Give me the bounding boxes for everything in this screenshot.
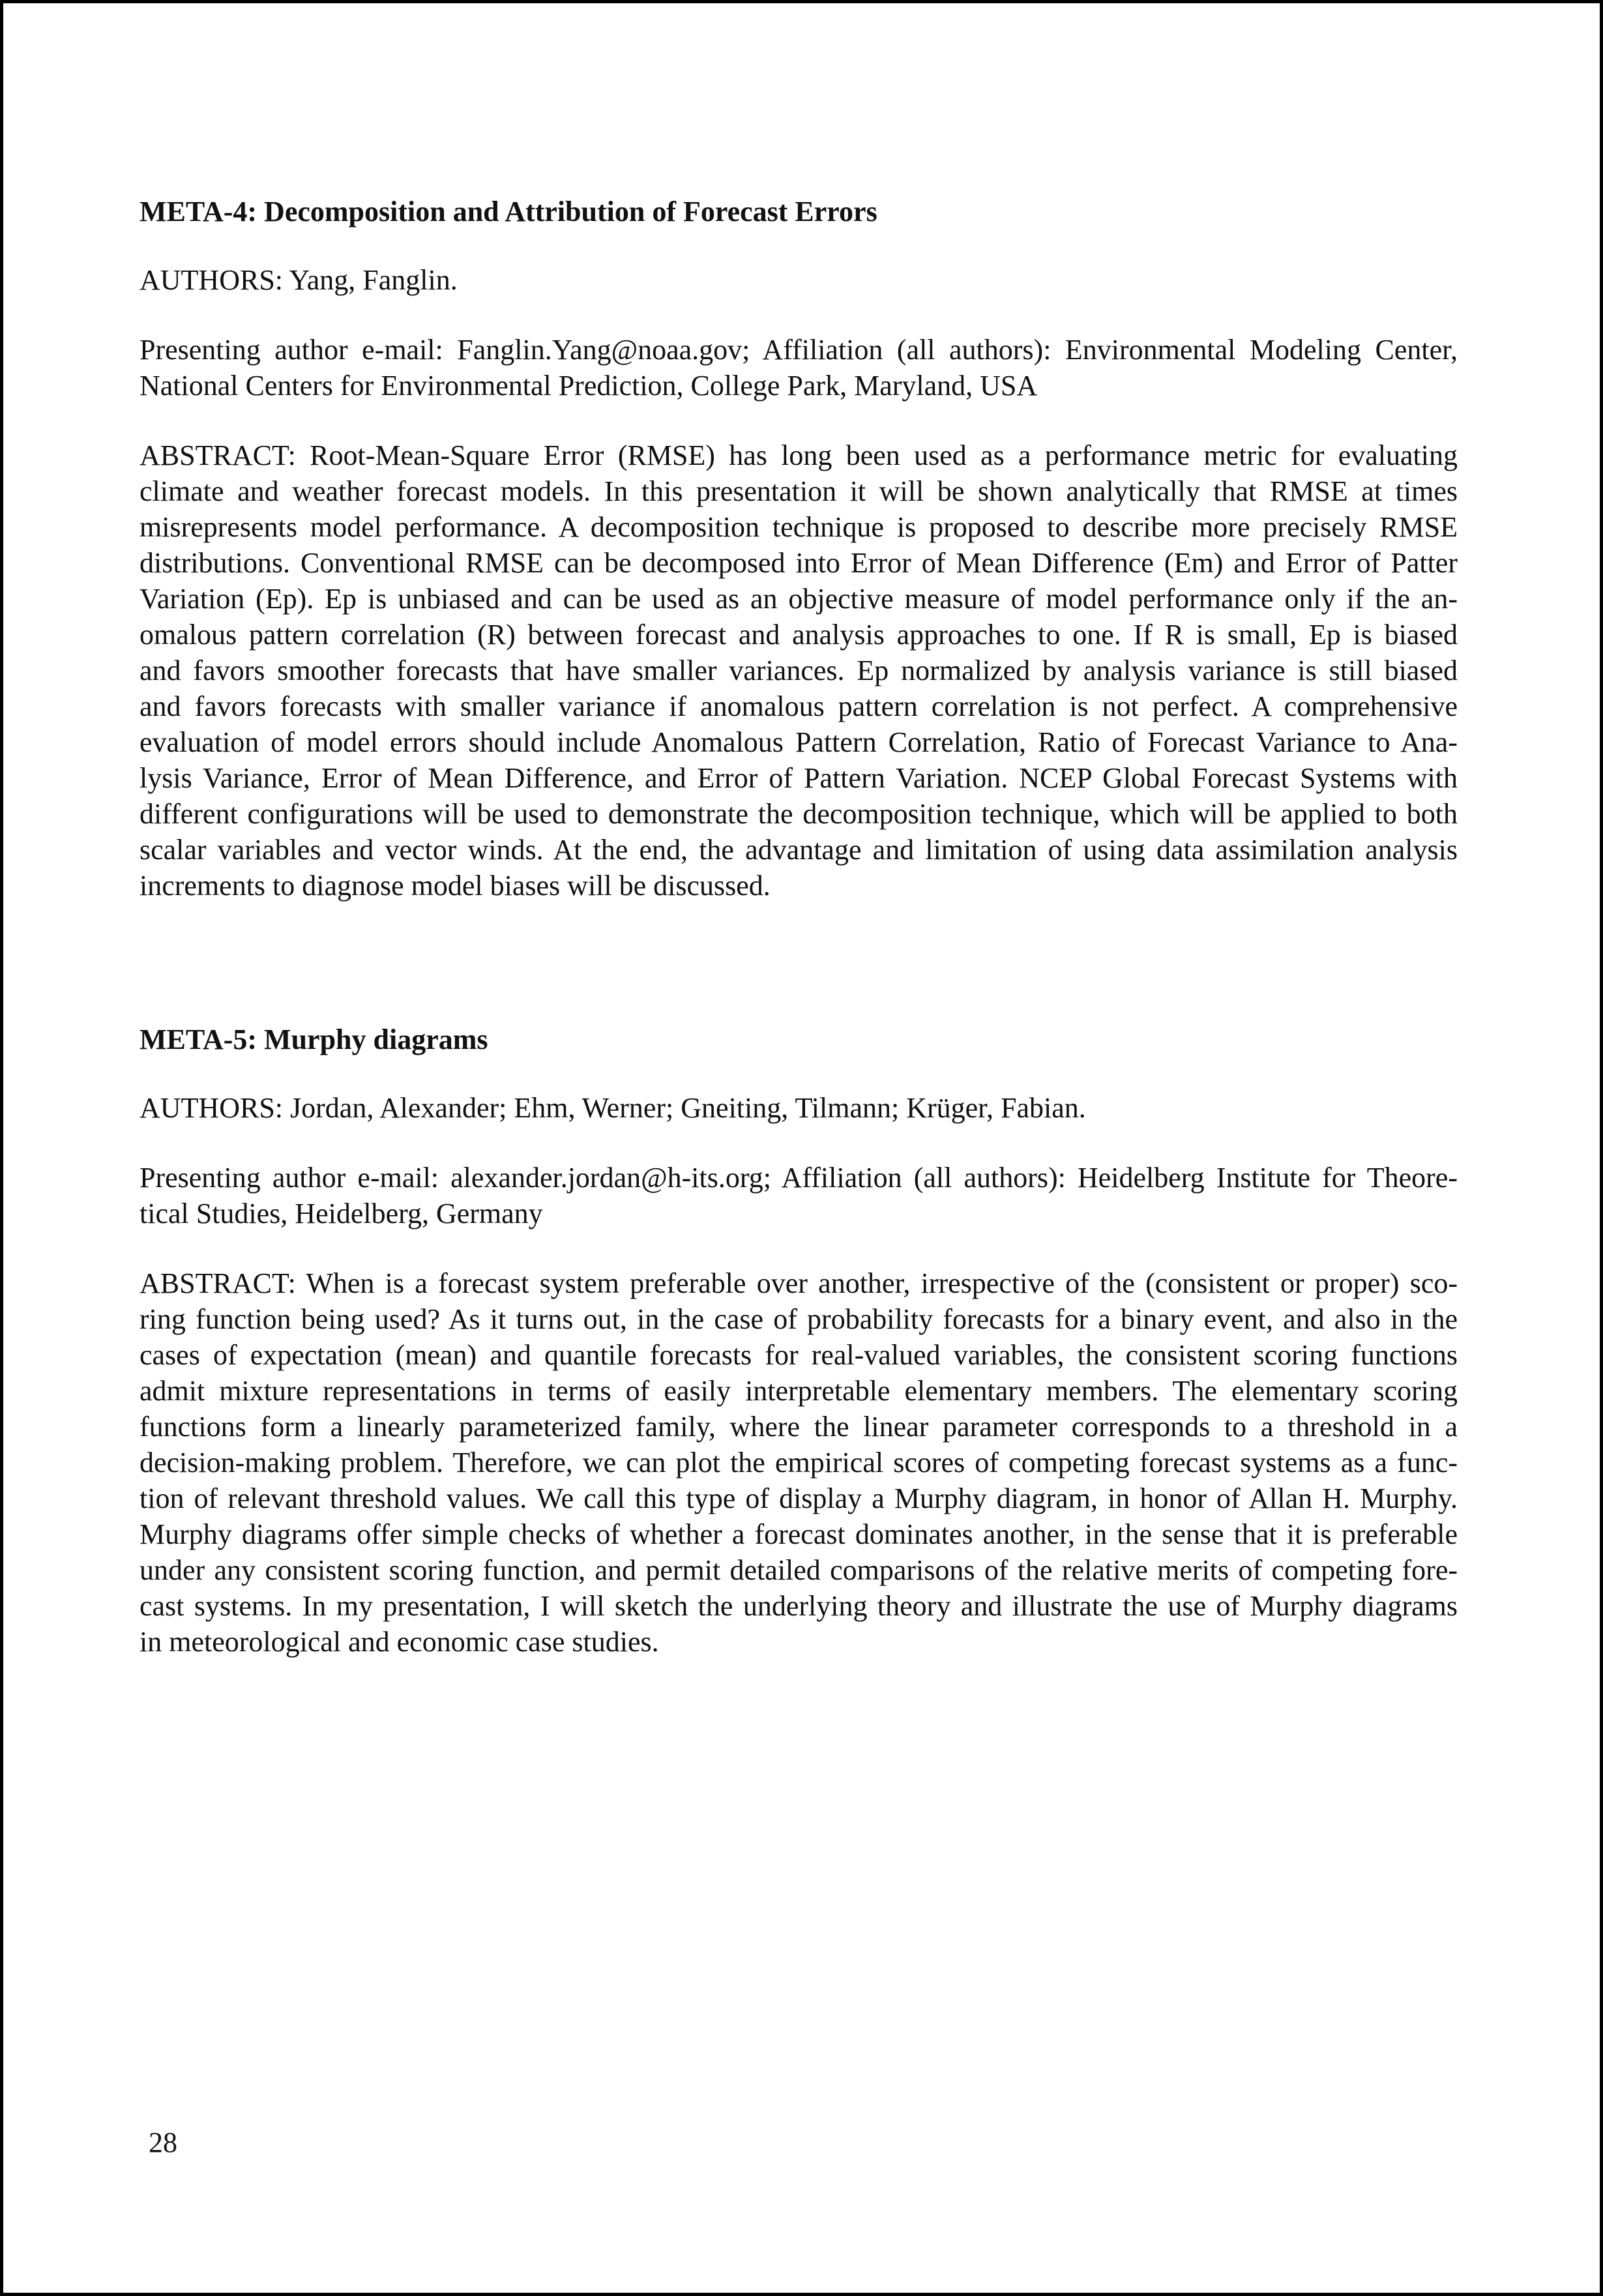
abstract-line: functions form a linearly parameterized family, where the linear parameter corresponds to a threshold in a [140,1411,1458,1443]
presenting-line: Presenting author e-mail: alexander.jordan@h-its.org; Affiliation (all authors): Heidelberg Institute for Theore- [140,1162,1458,1194]
page-content [140,193,1458,1658]
abstract-line: misrepresents model performance. A decomposition technique is proposed to describe more precisely RMSE [140,511,1458,543]
abstract-line: Variation (Ep). Ep is unbiased and can be used as an objective measure of model performance only if the an- [140,583,1458,615]
presenting-line: National Centers for Environmental Prediction, College Park, Maryland, USA [140,370,1038,402]
presenting-author-info [140,1160,1458,1231]
section-title: META-4: Decomposition and Attribution of Forecast Errors [140,196,877,228]
abstract-line: scalar variables and vector winds. At the end, the advantage and limitation of using data assimilation analysis [140,834,1458,866]
abstract-line: and favors smoother forecasts that have smaller variances. Ep normalized by analysis variance is still biased [140,655,1458,686]
abstract-text [140,437,1458,904]
authors-line: AUTHORS: Jordan, Alexander; Ehm, Werner; Gneiting, Tilmann; Krüger, Fabian. [140,1092,1086,1124]
abstract-line: omalous pattern correlation (R) between forecast and analysis approaches to one. If R is small, Ep is biased [140,619,1458,651]
abstract-line: increments to diagnose model biases will be discussed. [140,870,771,902]
abstract-line: cases of expectation (mean) and quantile forecasts for real-valued variables, the consistent scoring functions [140,1339,1458,1371]
abstract-line: admit mixture representations in terms of easily interpretable elementary members. The elementary scoring [140,1375,1458,1407]
abstract-line: in meteorological and economic case studies. [140,1626,659,1658]
authors-line: AUTHORS: Yang, Fanglin. [140,264,458,296]
abstract-section-meta-5 [140,1021,1458,1660]
abstract-line: different configurations will be used to demonstrate the decomposition technique, which will be applied to both [140,798,1458,830]
abstract-line: tion of relevant threshold values. We call this type of display a Murphy diagram, in honor of Allan H. Murphy. [140,1482,1458,1514]
abstract-line: distributions. Conventional RMSE can be decomposed into Error of Mean Difference (Em) and Error of Patter [140,547,1458,579]
abstract-line: cast systems. In my presentation, I will sketch the underlying theory and illustrate the use of Murphy diagrams [140,1590,1458,1622]
abstract-line: Murphy diagrams offer simple checks of whether a forecast dominates another, in the sense that it is preferable [140,1518,1458,1550]
section-title: META-5: Murphy diagrams [140,1023,488,1055]
abstract-line: climate and weather forecast models. In this presentation it will be shown analytically that RMSE at times [140,475,1458,507]
abstract-line: under any consistent scoring function, and permit detailed comparisons of the relative merits of competing fore- [140,1554,1458,1586]
abstract-line: ring function being used? As it turns out, in the case of probability forecasts for a binary event, and also in the [140,1303,1458,1335]
abstract-line: ABSTRACT: Root-Mean-Square Error (RMSE) has long been used as a performance metric for evaluating [140,439,1458,471]
abstract-line: decision-making problem. Therefore, we can plot the empirical scores of competing forecast systems as a func- [140,1447,1458,1479]
abstract-line: evaluation of model errors should include Anomalous Pattern Correlation, Ratio of Forecast Variance to Ana- [140,726,1458,758]
presenting-line: Presenting author e-mail: Fanglin.Yang@noaa.gov; Affiliation (all authors): Environmental Modeling Center, [140,334,1458,366]
abstract-text [140,1265,1458,1660]
abstract-section-meta-4 [140,193,1458,904]
presenting-author-info [140,332,1458,404]
presenting-line: tical Studies, Heidelberg, Germany [140,1198,543,1229]
abstract-line: lysis Variance, Error of Mean Difference, and Error of Pattern Variation. NCEP Global Forecast Systems with [140,762,1458,794]
page-number: 28 [149,2127,177,2158]
abstract-line: ABSTRACT: When is a forecast system preferable over another, irrespective of the (consistent or proper) sco- [140,1267,1458,1299]
abstract-line: and favors forecasts with smaller variance if anomalous pattern correlation is not perfect. A comprehensive [140,690,1458,722]
